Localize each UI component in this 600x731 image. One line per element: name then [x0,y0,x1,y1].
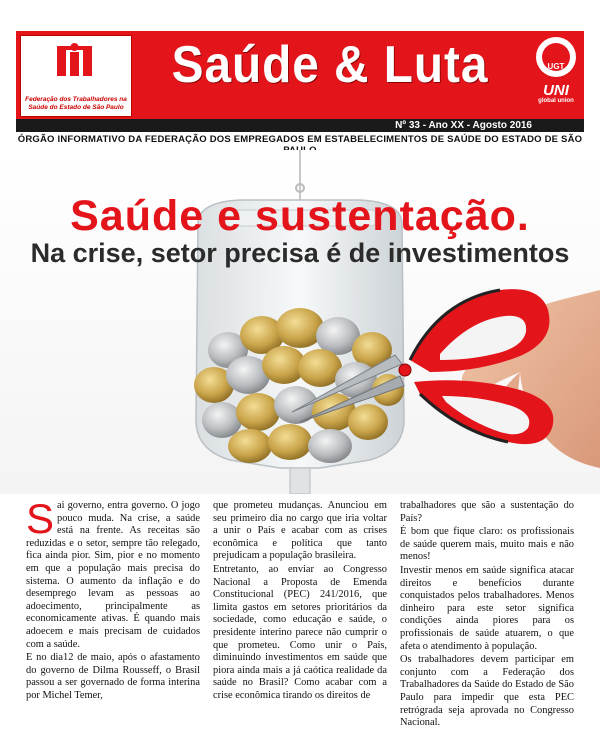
article-column-2 [213,500,387,704]
publication-subtitle: ÓRGÃO INFORMATIVO DA FEDERAÇÃO DOS EMPREGADOS EM ESTABELECIMENTOS DE SAÚDE DO ESTADO DE SÃO [17,134,583,145]
cover-deck: Na crise, setor precisa é de investimentos [30,238,570,268]
article-paragraph: Os trabalhadores devem participar em conjunto com a Federação dos Trabalhadores da Saúde do Estado de São Paulo para impedir que esta PEC retrógrada seja aprovada no Congresso Nacional. [400,654,574,729]
issue-info: Nº 33 - Ano XX - Agosto 2016 [395,120,532,131]
federation-logo-icon [55,42,95,78]
uni-global-logo [536,83,576,105]
ugt-label: UGT [547,62,565,71]
article-paragraph: Entretanto, ao enviar ao Congresso Nacional a Proposta de Emenda Constitucional (PEC) 241/2016, que limita gastos em setores prioritários da sociedade, como educação e saúde, o presidente interino parece não cumprir o que prometeu. Como unir o País, diminuindo investimentos em saúde que piora ainda mais a já caótica realidade da saúde no Brasil? Como acabar com a crise econômica tirando os direitos de [213,563,387,701]
ugt-logo-icon [536,37,576,77]
article-paragraph: E no dia12 de maio, após o afastamento do governo de Dilma Rousseff, o Brasil passou a ser governado de forma interina por Michel Temer, [26,652,200,701]
article-paragraph: É bom que fique claro: os profissionais de saúde querem mais, muito mais e não menos! [400,526,574,563]
article-paragraph: trabalhadores que são a sustentação do País? [400,500,574,524]
newspaper-title: Saúde & Luta [171,36,489,94]
masthead [16,31,584,119]
article-column-1 [26,495,200,704]
article-column-3 [400,500,574,731]
uni-sub-label: global union [538,98,574,104]
article-paragraph: Investir menos em saúde significa atacar direitos e benefícios durante conquistados pelos trabalhadores. Menos dinheiro para este setor significa condições ainda piores para os profissionais de saúde atuarem, o que afeta o atendimento à população. [400,564,574,652]
uni-label: UNI [543,82,569,99]
cover-headline: Saúde e sustentação. [70,192,530,240]
federation-logo-text: Federação dos Trabalhadores na Saúde do Estado de São Paulo [25,96,127,111]
federation-logo [20,35,132,117]
article-paragraph: Sai governo, entra governo. O jogo pouco muda. Na crise, a saúde está na frente. As receitas são reduzidas e o setor, sempre tão relegado, fica ainda pior. Sim, pior e no momento em que a população mais precisa do sistema. O aumento da inflação e do desemprego levam as pessoas ao adoecimento, principalmente as economicamente ativas. É quando mais adoecem e mais precisam de cuidados com a saúde. [26,495,200,650]
dropcap: S [26,495,55,542]
article-paragraph: que prometeu mudanças. Anunciou em seu primeiro dia no cargo que iria voltar a unir o País e acabar com as crises econômica e política que tanto prejudicam a população brasileira. [213,500,387,562]
issue-bar [16,119,584,132]
